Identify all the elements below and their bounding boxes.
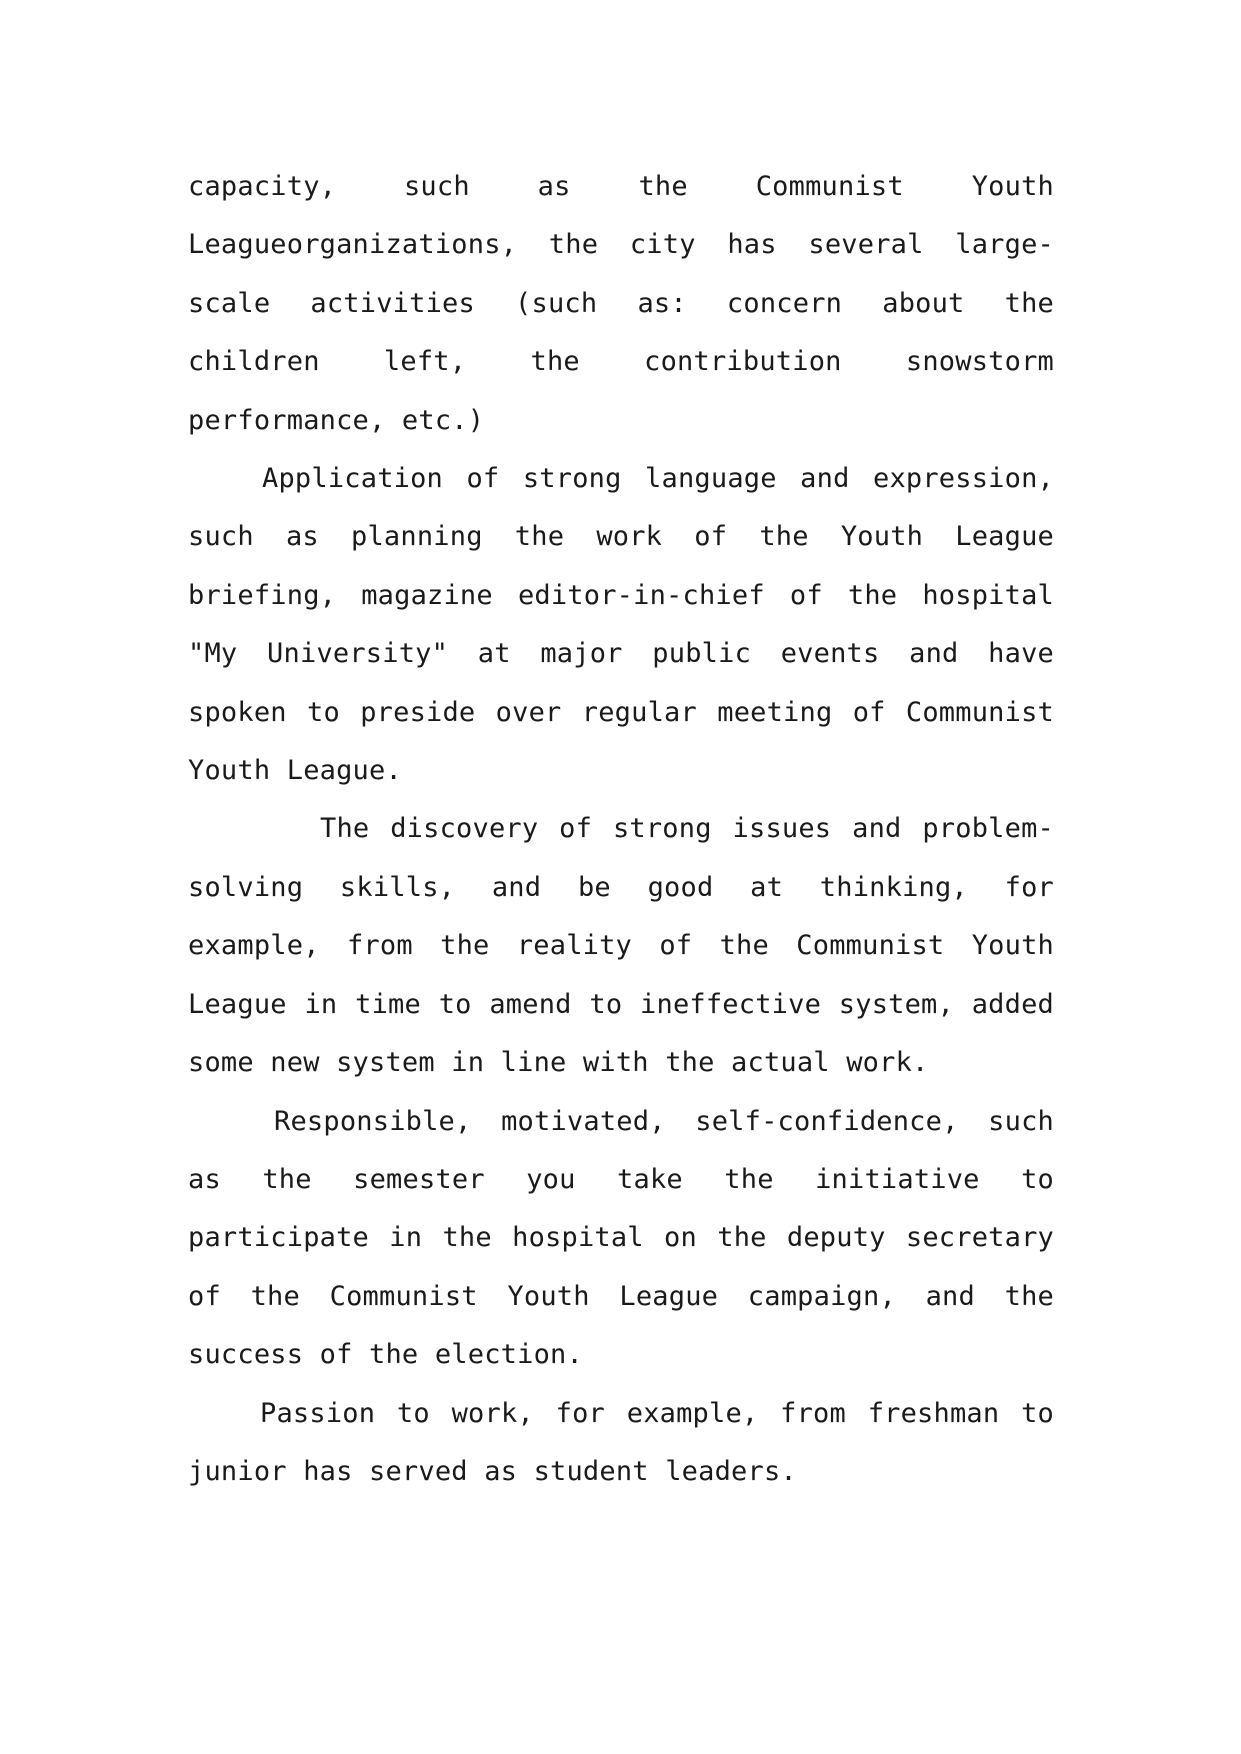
paragraph-language-expression: Application of strong language and expression, such as planning the work of the Youth League briefing, magazine editor-in-chief of the hospital "My University" at major public events and have spoken to preside over regular meeting of Communist Youth League. [188, 463, 1054, 787]
paragraph-responsibility: Responsible, motivated, self-confidence, such as the semester you take the initiative to participate in the hospital on the deputy secretary of the Communist Youth League campaign, and the success of the election. [188, 1105, 1054, 1371]
paragraph-problem-solving: The discovery of strong issues and problem-solving skills, and be good at thinking, for example, from the reality of the Communist Youth League in time to amend to ineffective system, added some new system in line with the actual work. [188, 813, 1054, 1079]
paragraph-passion: Passion to work, for example, from freshman to junior has served as student leaders. [188, 1397, 1054, 1487]
document-body [188, 158, 1054, 1501]
paragraph-continuation: capacity, such as the Communist Youth Leagueorganizations, the city has several large-scale activities (such as: concern about the children left, the contribution snowstorm performance, etc.) [188, 171, 1054, 436]
